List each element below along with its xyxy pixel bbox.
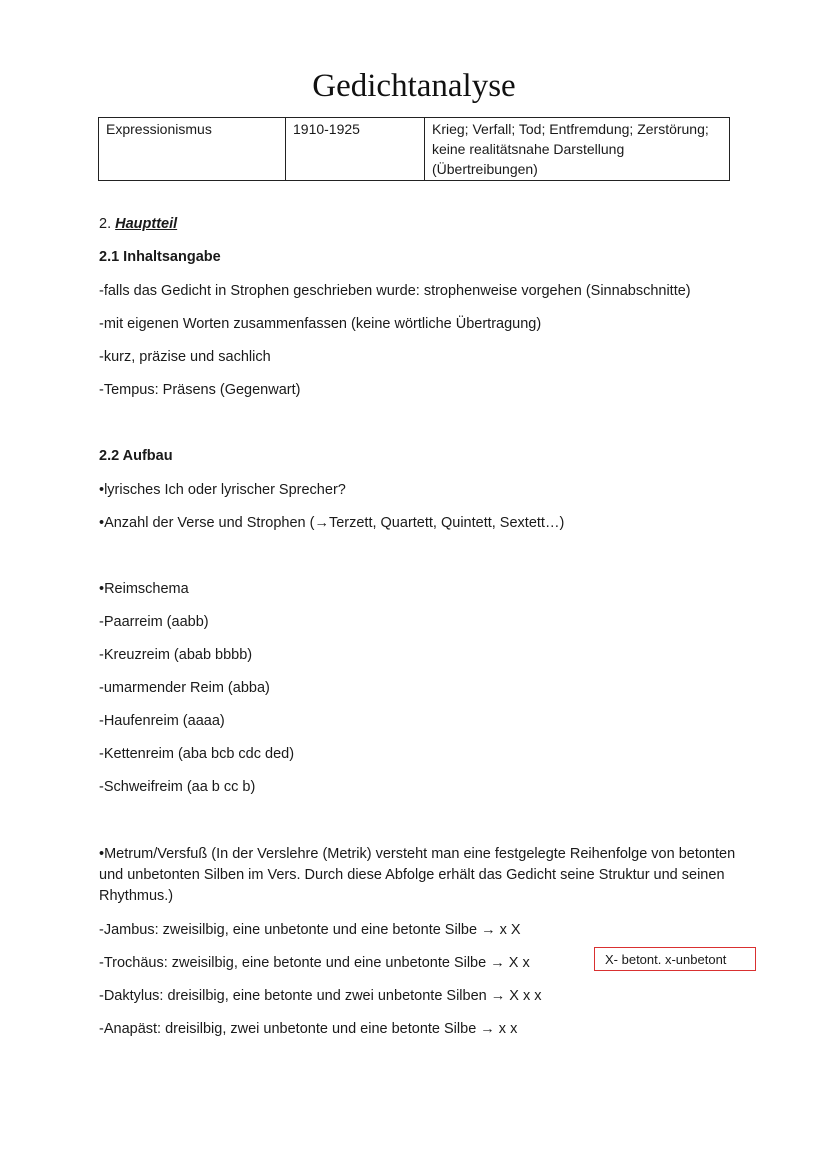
epoch-cell: Expressionismus — [99, 118, 286, 181]
list-item: -falls das Gedicht in Strophen geschrieben wurde: strophenweise vorgehen (Sinnabschnitte) — [99, 283, 691, 299]
rhyme-heading: •Reimschema — [99, 581, 189, 597]
section-title: Hauptteil — [115, 216, 178, 232]
section-number: 2. — [99, 216, 112, 232]
themes-cell: Krieg; Verfall; Tod; Entfremdung; Zerstörung; keine realitätsnahe Darstellung (Übertreibungen) — [425, 118, 730, 181]
epoch-table — [98, 117, 730, 181]
meter-item: -Daktylus: dreisilbig, eine betonte und zwei unbetonte Silben → X x x — [99, 988, 542, 1004]
rhyme-item: -Haufenreim (aaaa) — [99, 713, 225, 729]
bullet-item: •lyrisches Ich oder lyrischer Sprecher? — [99, 482, 346, 498]
rhyme-item: -Paarreim (aabb) — [99, 614, 209, 630]
subheading-inhaltsangabe: 2.1 Inhaltsangabe — [99, 249, 221, 265]
meter-item: -Jambus: zweisilbig, eine unbetonte und eine betonte Silbe → x X — [99, 922, 521, 938]
meter-intro: •Metrum/Versfuß (In der Verslehre (Metrik) versteht man eine festgelegte Reihenfolge von betonten und unbetonten Silben im Vers. Durch diese Abfolge erhält das Gedicht seine Struktur und seinen Rhythmus.) — [99, 846, 736, 904]
meter-item: -Trochäus: zweisilbig, eine betonte und eine unbetonte Silbe → X x — [99, 955, 530, 971]
rhyme-item: -Schweifreim (aa b cc b) — [99, 779, 256, 795]
subheading-aufbau: 2.2 Aufbau — [99, 448, 173, 464]
stress-legend-box: X- betont. x-unbetont — [594, 947, 756, 971]
section-heading-hauptteil — [99, 214, 177, 234]
rhyme-item: -Kreuzreim (abab bbbb) — [99, 647, 253, 663]
rhyme-item: -umarmender Reim (abba) — [99, 680, 270, 696]
meter-item: -Anapäst: dreisilbig, zwei unbetonte und eine betonte Silbe → x x — [99, 1021, 518, 1037]
page-title: Gedichtanalyse — [312, 68, 516, 104]
rhyme-item: -Kettenreim (aba bcb cdc ded) — [99, 746, 295, 762]
list-item: -mit eigenen Worten zusammenfassen (keine wörtliche Übertragung) — [99, 316, 542, 332]
table-row — [99, 118, 730, 181]
bullet-item: •Anzahl der Verse und Strophen (→Terzett, Quartett, Quintett, Sextett…) — [99, 515, 565, 531]
years-cell: 1910-1925 — [286, 118, 425, 181]
list-item: -kurz, präzise und sachlich — [99, 349, 271, 365]
list-item: -Tempus: Präsens (Gegenwart) — [99, 382, 301, 398]
